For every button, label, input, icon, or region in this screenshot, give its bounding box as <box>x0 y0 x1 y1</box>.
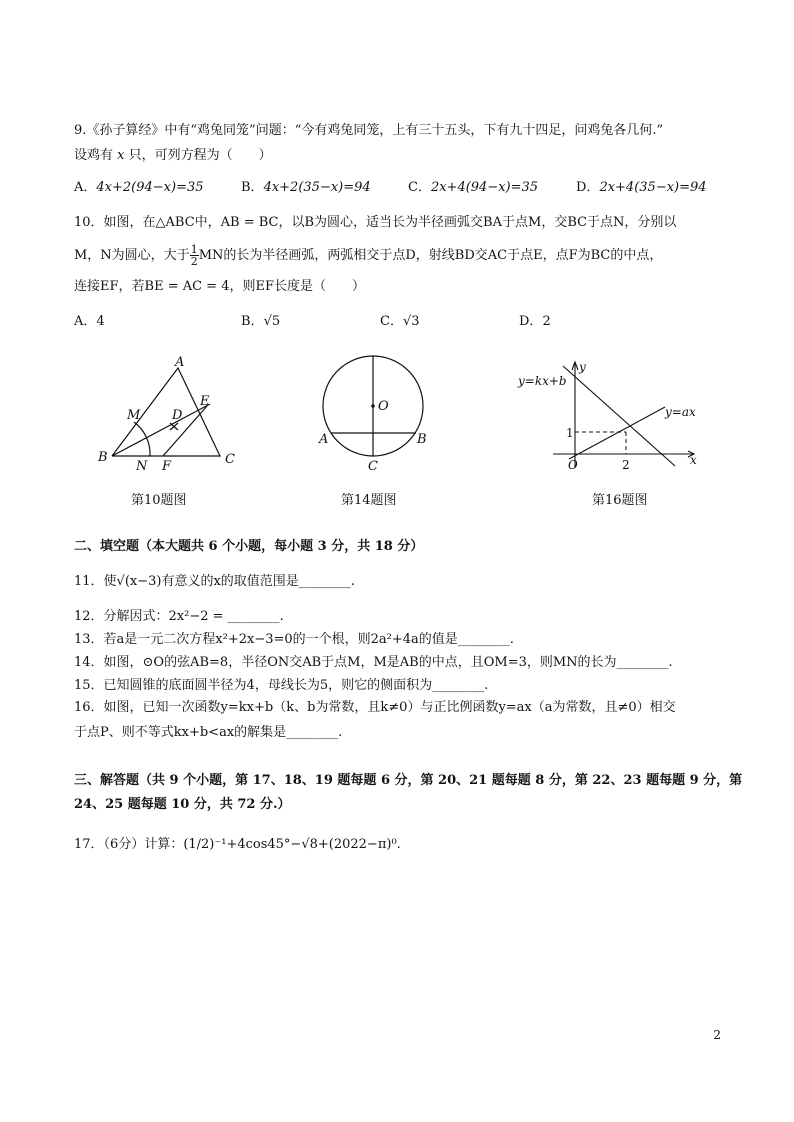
label-b: B <box>417 432 427 447</box>
question-11: 11．使√(x−3)有意义的x的取值范围是________. <box>74 574 355 589</box>
q9-text: 只，可列方程为（ ） <box>128 148 272 163</box>
label-x: x <box>690 453 697 467</box>
option-label: D． <box>576 180 600 195</box>
question-13: 13．若a是一元二次方程x²+2x−3=0的一个根，则2a²+4a的值是________. <box>74 632 514 647</box>
label-line-ax: y=ax <box>665 405 696 419</box>
label-c: C <box>225 452 235 467</box>
question-12: 12．分解因式：2x²−2 = ________. <box>74 609 284 624</box>
figure-14-circle <box>315 348 435 478</box>
figure-16-caption: 第16题图 <box>592 493 648 508</box>
section-3-title-line2: 24、25 题每题 10 分，共 72 分.） <box>74 797 291 812</box>
label-d: D <box>172 408 183 423</box>
question-16-line2: 于点P、则不等式kx+b<ax的解集是________. <box>74 725 343 740</box>
option-expr: 4 <box>96 314 105 329</box>
q10-stem-line1: 10．如图，在△ABC中，AB = BC，以B为圆心，适当长为半径画弧交BA于点M，交BC于点N，分别以 <box>74 215 677 230</box>
section-3-title-line1: 三、解答题（共 9 个小题，第 17、18、19 题每题 6 分，第 20、21 题每题 8 分，第 22、23 题每题 9 分，第 <box>74 773 743 788</box>
q10-option-c <box>380 313 420 331</box>
option-label: C． <box>408 180 431 195</box>
label-two: 2 <box>622 458 630 472</box>
figure-16-graph <box>513 356 703 476</box>
option-label: D． <box>519 314 543 329</box>
q10-stem-line3: 连接EF，若BE = AC = 4，则EF长度是（ ） <box>74 279 365 294</box>
question-17: 17．（6分）计算：(1/2)⁻¹+4cos45°−√8+(2022−π)⁰. <box>74 837 401 852</box>
label-line-kx-b: y=kx+b <box>518 374 567 388</box>
label-f: F <box>162 459 172 474</box>
center-point <box>371 404 375 408</box>
label-y: y <box>579 360 586 374</box>
option-expr: 2 <box>542 314 551 329</box>
q9-option-a <box>74 179 204 197</box>
question-15: 15．已知圆锥的底面圆半径为4，母线长为5，则它的侧面积为________. <box>74 678 489 693</box>
option-label: A． <box>74 180 97 195</box>
q10-option-a <box>74 313 105 331</box>
label-n: N <box>136 459 148 474</box>
section-2-title: 二、填空题（本大题共 6 个小题，每小题 3 分，共 18 分） <box>74 539 424 554</box>
q9-option-d <box>576 179 707 197</box>
option-label: B． <box>241 180 264 195</box>
q9-option-b <box>241 179 371 197</box>
option-label: A． <box>74 314 97 329</box>
arc-cross-d <box>170 423 178 430</box>
q10-option-d <box>519 313 551 331</box>
question-14: 14．如图，⊙O的弦AB=8，半径ON交AB于点M，M是AB的中点，且OM=3，则MN的长为________. <box>74 655 673 670</box>
label-b: B <box>98 450 108 465</box>
option-expr: 4x+2(35−x)=94 <box>263 180 371 195</box>
q9-option-c <box>408 179 538 197</box>
q9-stem-line2 <box>74 147 272 165</box>
question-16-line1: 16．如图，已知一次函数y=kx+b（k、b为常数，且k≠0）与正比例函数y=ax（a为常数，且≠0）相交 <box>74 700 676 715</box>
option-expr: 2x+4(94−x)=35 <box>430 180 539 195</box>
segment-ef <box>163 406 207 456</box>
label-m: M <box>127 408 141 423</box>
option-expr: √3 <box>402 314 420 329</box>
line-kx-b <box>563 366 675 466</box>
figure-10-triangle <box>90 350 250 475</box>
q9-variable: x <box>117 148 125 163</box>
q10-text: MN的长为半径画弧，两弧相交于点D，射线BD交AC于点E，点F为BC的中点， <box>198 248 663 263</box>
option-expr: √5 <box>263 314 281 329</box>
option-label: C． <box>380 314 403 329</box>
q10-fraction <box>190 244 199 267</box>
figure-10-caption: 第10题图 <box>131 493 187 508</box>
option-expr: 4x+2(94−x)=35 <box>96 180 204 195</box>
label-a: A <box>175 355 185 370</box>
q10-stem-line2 <box>74 244 662 267</box>
q10-option-b <box>241 313 280 331</box>
label-origin: O <box>568 458 578 472</box>
fraction-denominator: 2 <box>190 255 198 268</box>
option-expr: 2x+4(35−x)=94 <box>599 180 707 195</box>
label-c: C <box>368 459 378 474</box>
label-e: E <box>200 394 210 409</box>
q9-text: 设鸡有 <box>74 148 114 163</box>
fraction-numerator: 1 <box>190 243 198 256</box>
page-number: 2 <box>713 1028 721 1042</box>
label-a: A <box>319 432 329 447</box>
q10-text: M，N为圆心，大于 <box>74 248 190 263</box>
label-o: O <box>378 399 389 414</box>
label-one: 1 <box>566 426 574 440</box>
arc-mn <box>134 422 150 456</box>
q9-stem-line1: 9.《孙子算经》中有“鸡兔同笼”问题：“今有鸡兔同笼，上有三十五头，下有九十四足，问鸡兔各几何.” <box>74 123 664 138</box>
option-label: B． <box>241 314 264 329</box>
figure-14-caption: 第14题图 <box>341 493 397 508</box>
